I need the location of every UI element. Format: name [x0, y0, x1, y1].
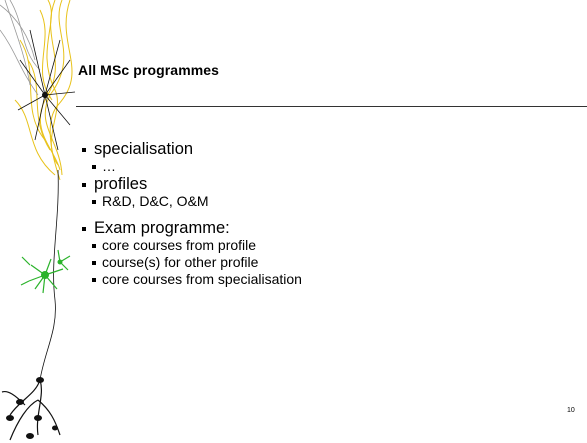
bullet-item: profiles: [82, 175, 562, 193]
bullet-item: specialisation: [82, 140, 562, 158]
title-divider: [76, 106, 587, 107]
sub-bullet-item: core courses from profile: [82, 237, 562, 254]
slide-title: All MSc programmes: [78, 62, 220, 78]
sub-bullet-item: course(s) for other profile: [82, 254, 562, 271]
page-number: 10: [567, 407, 575, 414]
bullet-list: [82, 140, 562, 288]
sub-bullet-item: …: [82, 158, 562, 175]
sub-bullet-item: core courses from specialisation: [82, 271, 562, 288]
bullet-item: Exam programme:: [82, 219, 562, 237]
sub-bullet-item: R&D, D&C, O&M: [82, 193, 562, 210]
